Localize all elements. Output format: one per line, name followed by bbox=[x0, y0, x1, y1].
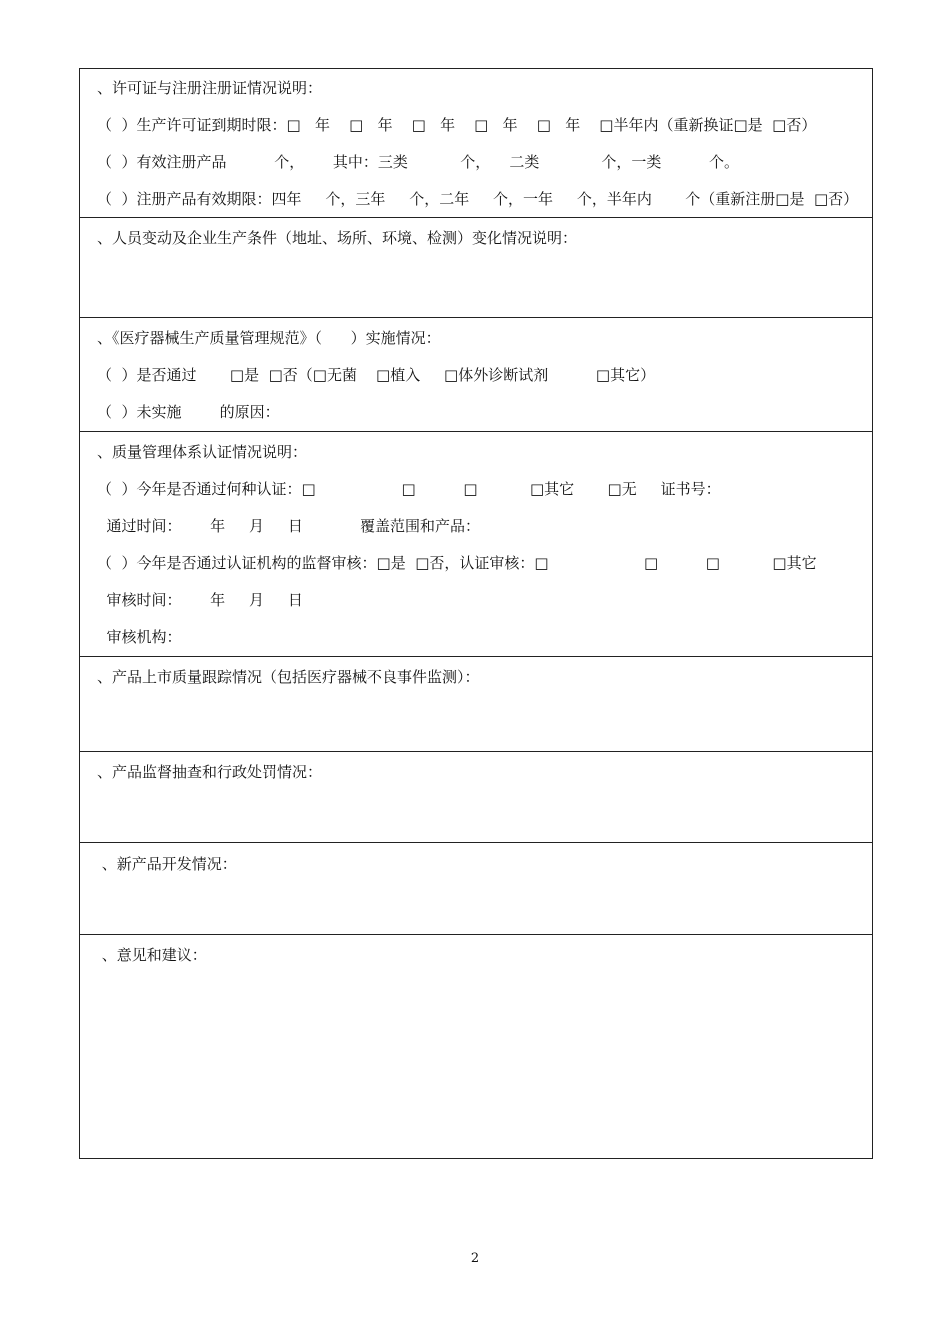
section-title: 、意见和建议： bbox=[97, 946, 207, 964]
section-title: 、《医疗器械生产质量管理规范》（ ）实施情况： bbox=[97, 329, 441, 347]
section-post-market-tracking bbox=[80, 657, 872, 752]
section-quality-certification bbox=[80, 432, 872, 657]
audit-date-line: 审核时间： 年 月 日 bbox=[97, 591, 303, 609]
section-gmp-implementation bbox=[80, 318, 872, 432]
page-number: 2 bbox=[470, 1251, 480, 1266]
certification-line: （ ）今年是否通过何种认证：□ □ □ □其它 □无 证书号： bbox=[97, 480, 721, 498]
section-personnel-conditions bbox=[80, 218, 872, 318]
registration-validity-line: （ ）注册产品有效期限：四年 个，三年 个，二年 个，一年 个，半年内 个（重新注册□是 □否） bbox=[97, 190, 859, 208]
gmp-not-implemented-line: （ ）未实施 的原因： bbox=[97, 403, 280, 421]
section-opinions-suggestions bbox=[80, 935, 872, 1160]
section-new-product-development bbox=[80, 843, 872, 935]
section-title: 、新产品开发情况： bbox=[97, 855, 237, 873]
section-inspection-penalties bbox=[80, 752, 872, 843]
gmp-passed-line: （ ）是否通过 □是 □否（□无菌 □植入 □体外诊断试剂 □其它） bbox=[97, 366, 656, 384]
section-title: 、产品上市质量跟踪情况（包括医疗器械不良事件监测）： bbox=[97, 668, 480, 686]
section-title: 、人员变动及企业生产条件（地址、场所、环境、检测）变化情况说明： bbox=[97, 229, 578, 247]
form-table bbox=[79, 68, 873, 1159]
section-title: 、质量管理体系认证情况说明： bbox=[97, 443, 308, 461]
section-title: 、许可证与注册注册证情况说明： bbox=[97, 79, 323, 97]
audit-body-line: 审核机构： bbox=[97, 628, 182, 646]
registered-products-line: （ ）有效注册产品 个， 其中：三类 个， 二类 个，一类 个。 bbox=[97, 153, 740, 171]
surveillance-audit-line: （ ）今年是否通过认证机构的监督审核：□是 □否，认证审核：□ □ □ □其它 bbox=[97, 554, 817, 572]
certification-date-line: 通过时间： 年 月 日 覆盖范围和产品： bbox=[97, 517, 481, 535]
section-title: 、产品监督抽查和行政处罚情况： bbox=[97, 763, 323, 781]
section-license-registration bbox=[80, 69, 872, 218]
license-expiry-line: （ ）生产许可证到期时限：□ 年 □ 年 □ 年 □ 年 □ 年 □半年内（重新换证□是 □否） bbox=[97, 116, 817, 134]
